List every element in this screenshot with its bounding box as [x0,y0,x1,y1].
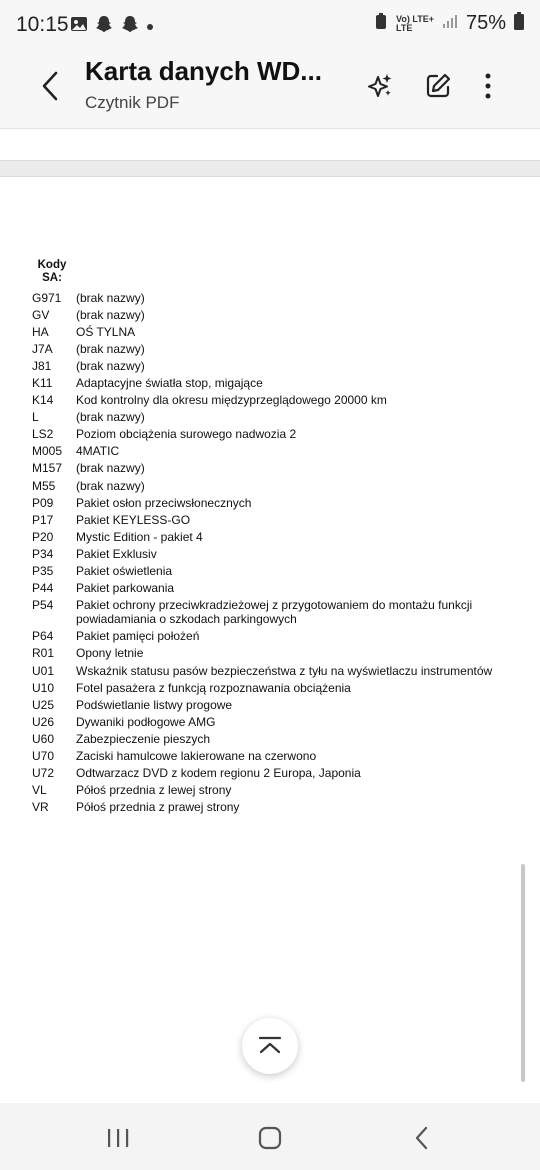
signal-icon [442,13,458,34]
snapchat-icon [120,14,140,39]
code-row [32,374,512,391]
code-row [32,696,512,713]
sa-description: Zabezpieczenie pieszych [76,731,211,746]
sa-description: (brak nazwy) [76,478,145,493]
code-row [32,392,512,409]
code-row [32,323,512,340]
page-subtitle: Czytnik PDF [85,93,180,112]
code-row [32,511,512,528]
sa-description: Półoś przednia z prawej strony [76,800,240,815]
sa-code: U60 [32,731,55,746]
code-row [32,443,512,460]
sa-code: P44 [32,581,54,596]
sa-code: G971 [32,290,62,305]
scrollbar-thumb[interactable] [521,864,525,1082]
code-row [32,494,512,511]
sa-code: M005 [32,444,63,459]
sa-description: (brak nazwy) [76,307,145,322]
back-arrow-icon [40,70,60,102]
appbar-divider [0,128,540,129]
sa-description: (brak nazwy) [76,358,145,373]
sparkle-ai-icon [365,71,395,101]
code-row [32,357,512,374]
sa-code: K14 [32,393,54,408]
sa-description: Pakiet pamięci położeń [76,629,200,644]
code-row [32,679,512,696]
snapchat-icon [94,14,114,39]
battery-saver-icon [374,12,388,35]
sa-description: (brak nazwy) [76,290,145,305]
sa-description: (brak nazwy) [76,341,145,356]
home-icon [258,1126,282,1150]
sa-codes-list [32,289,512,816]
sa-description: Opony letnie [76,646,144,661]
sa-code: L [32,410,39,425]
battery-icon [514,12,524,35]
back-nav-button[interactable] [402,1121,442,1155]
recent-apps-icon [106,1127,130,1149]
status-time: 10:15 [16,13,69,36]
dot-icon [146,18,154,36]
code-row [32,628,512,645]
sa-code: J7A [32,341,53,356]
back-button[interactable] [34,66,66,106]
scroll-to-top-icon [257,1035,283,1057]
sa-code: P09 [32,495,54,510]
more-options-button[interactable] [468,66,508,106]
back-nav-icon [414,1126,430,1150]
code-row [32,747,512,764]
recent-apps-button[interactable] [98,1121,138,1155]
sa-code: M157 [32,461,63,476]
code-row [32,409,512,426]
sa-code: P64 [32,629,54,644]
sa-description: Fotel pasażera z funkcją rozpoznawania obciążenia [76,680,351,695]
network-bottom: LTE [396,22,413,33]
gallery-icon [70,15,88,38]
code-row [32,713,512,730]
code-row [32,799,512,816]
status-bar [0,0,540,52]
sa-code: HA [32,324,49,339]
home-button[interactable] [250,1121,290,1155]
sa-code: R01 [32,646,55,661]
code-row [32,580,512,597]
sa-description: Dywaniki podłogowe AMG [76,714,216,729]
code-row [32,662,512,679]
sa-code: U10 [32,680,55,695]
more-vertical-icon [483,72,493,100]
sa-code: U25 [32,697,55,712]
sa-code: U26 [32,714,55,729]
sa-description: OŚ TYLNA [76,324,136,339]
code-row [32,426,512,443]
sa-description: Pakiet parkowania [76,581,175,596]
code-row [32,765,512,782]
sa-description: Adaptacyjne światła stop, migające [76,376,263,391]
network-top: Vo) LTE+ [396,13,434,24]
sa-description: Mystic Edition - pakiet 4 [76,529,203,544]
notification-icons [70,14,154,39]
sa-description: Kod kontrolny dla okresu międzyprzeglądowego 20000 km [76,393,387,408]
sa-description: 4MATIC [76,444,120,459]
sa-code: U72 [32,766,55,781]
edit-icon [423,71,453,101]
sa-description: Pakiet KEYLESS-GO [76,512,191,527]
sa-description: Podświetlanie listwy progowe [76,697,233,712]
app-bar [0,52,540,128]
network-label [396,15,434,33]
code-row [32,528,512,545]
code-row [32,730,512,747]
sa-description: Pakiet Exklusiv [76,546,157,561]
edit-button[interactable] [418,66,458,106]
sa-code: VR [32,800,49,815]
code-row [32,306,512,323]
sa-code: M55 [32,478,56,493]
code-row [32,289,512,306]
sa-code: P54 [32,598,54,613]
header-line: SA: [42,272,62,284]
sa-code: U70 [32,748,55,763]
sa-code: P34 [32,546,54,561]
sa-code: K11 [32,376,53,391]
sa-description: Pakiet oświetlenia [76,564,173,579]
page-title: Karta danych WD... [85,56,322,86]
sa-description: Pakiet ochrony przeciwkradzieżowej z przygotowaniem do montażu funkcji powiadamiania o szkodach parkingowych [76,598,473,627]
sa-code: U01 [32,663,55,678]
ai-assist-button[interactable] [360,66,400,106]
sa-description: Półoś przednia z lewej strony [76,783,232,798]
code-row [32,545,512,562]
sa-code: P35 [32,564,54,579]
code-row [32,597,512,628]
sa-description: Zaciski hamulcowe lakierowane na czerwono [76,748,317,763]
sa-code: GV [32,307,50,322]
battery-percent: 75% [465,12,506,34]
code-row [32,563,512,580]
sa-description: Odtwarzacz DVD z kodem regionu 2 Europa, Japonia [76,766,361,781]
code-row [32,460,512,477]
sa-code: J81 [32,358,52,373]
sa-code: VL [32,783,47,798]
code-row [32,645,512,662]
sa-code: LS2 [32,427,54,442]
system-nav-bar [0,1103,540,1170]
sa-description: Pakiet osłon przeciwsłonecznych [76,495,252,510]
scroll-to-top-button[interactable] [242,1018,298,1074]
sa-code: P20 [32,529,54,544]
page-separator [0,160,540,177]
sa-description: (brak nazwy) [76,461,145,476]
header-line: Kody [37,259,67,271]
code-row [32,477,512,494]
status-right-icons [374,12,524,35]
code-row [32,340,512,357]
sa-description: (brak nazwy) [76,410,145,425]
code-row [32,782,512,799]
pdf-page[interactable] [0,178,540,1103]
sa-description: Poziom obciążenia surowego nadwozia 2 [76,427,297,442]
column-header [30,259,74,285]
sa-description: Wskaźnik statusu pasów bezpieczeństwa z tyłu na wyświetlaczu instrumentów [76,663,493,678]
sa-code: P17 [32,512,54,527]
